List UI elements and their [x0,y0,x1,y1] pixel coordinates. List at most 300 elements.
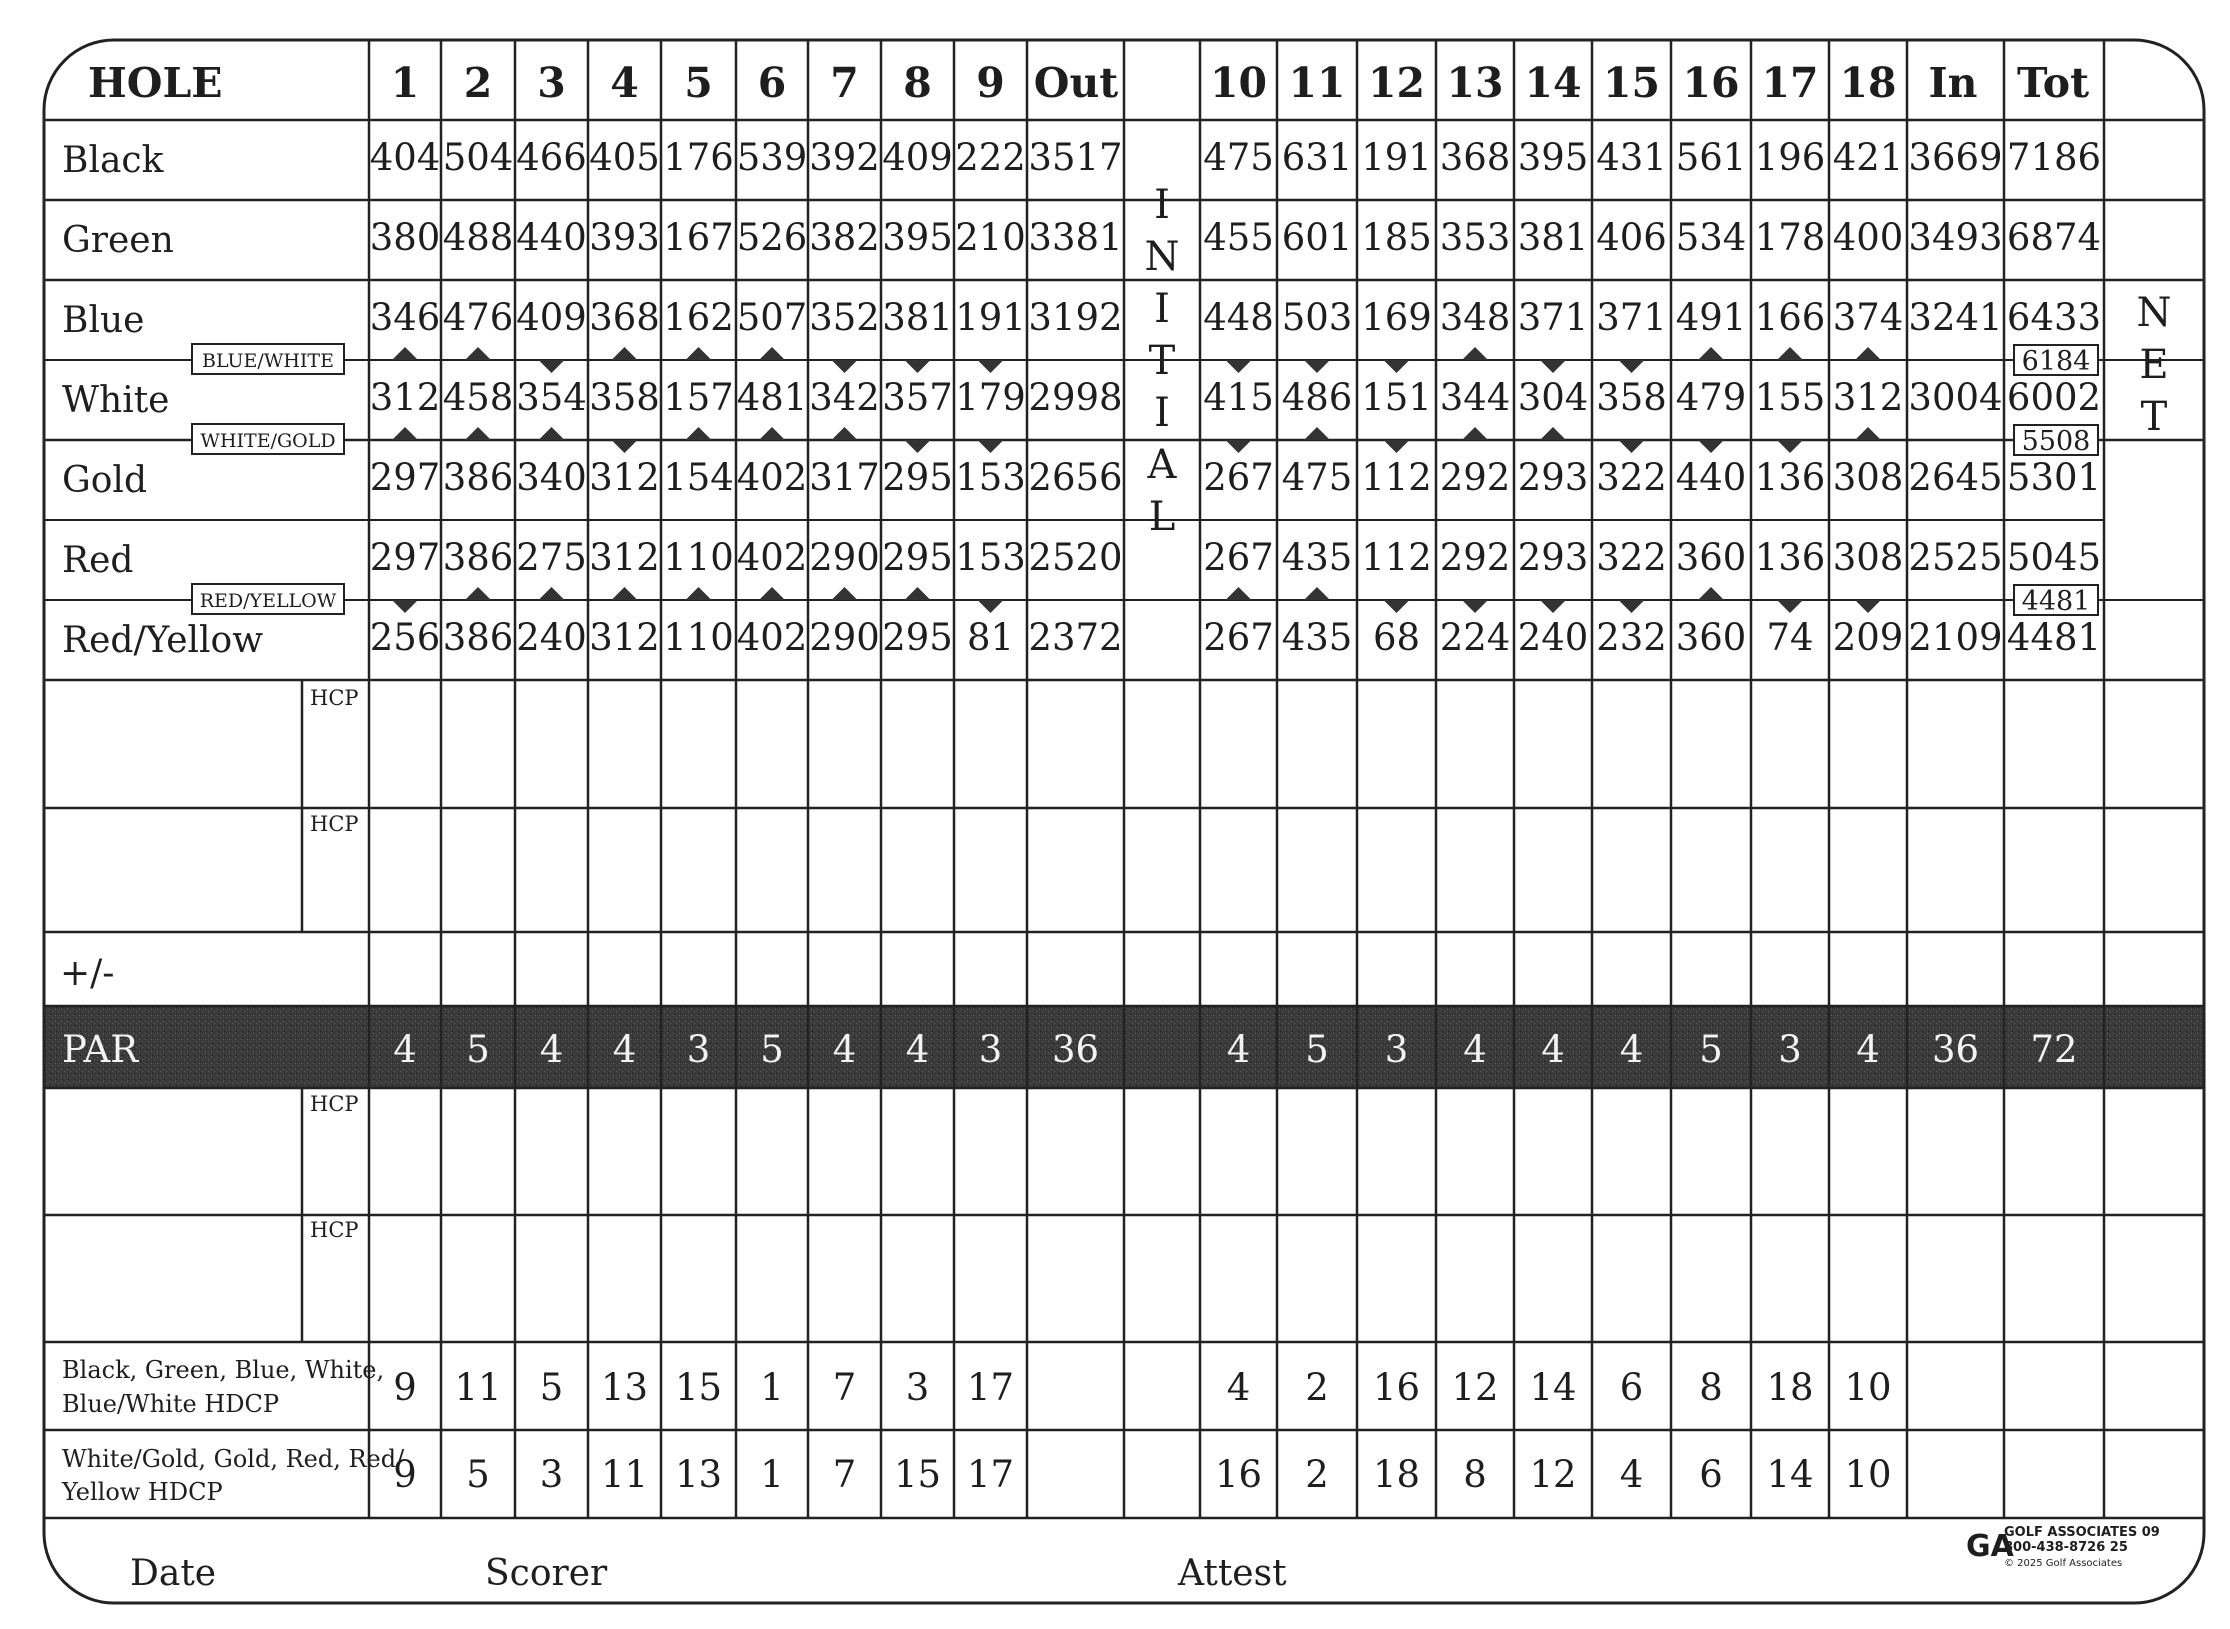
yardage-red-yellow-15: 232 [1596,616,1667,659]
in-total-gold: 2645 [1908,456,2003,499]
par-hole-14: 4 [1541,1028,1565,1071]
combo-marker-red-yellow-18 [1855,600,1881,613]
hole-number-8: 8 [903,59,932,107]
combo-marker-blue-white-18 [1855,347,1881,360]
hole-number-3: 3 [537,59,566,107]
combo-marker-red-yellow-15 [1619,600,1645,613]
hdcp-2-hole-5: 13 [674,1453,723,1496]
hole-number-15: 15 [1602,59,1661,107]
yardage-blue-18: 374 [1832,296,1904,339]
hdcp-1-hole-5: 15 [674,1366,723,1409]
combo-marker-white-gold-3 [539,427,565,440]
hcp-label-2: HCP [310,812,359,836]
yardage-red-14: 293 [1517,536,1589,579]
combo-marker-red-yellow-6 [759,587,785,600]
yardage-white-5: 157 [663,376,734,419]
yardage-green-4: 393 [589,216,660,259]
in-total-red: 2525 [1908,536,2003,579]
combo-marker-white-gold-10 [1226,440,1252,453]
par-hole-5: 3 [686,1028,711,1071]
par-hole-4: 4 [612,1028,637,1071]
yardage-red-yellow-18: 209 [1832,616,1904,659]
hdcp-1-hole-6: 1 [760,1366,784,1409]
yardage-blue-6: 507 [736,296,808,339]
combo-marker-white-gold-4 [612,440,638,453]
initial-letter-2: N [1144,234,1180,280]
yardage-green-7: 382 [809,216,880,259]
yardage-blue-10: 448 [1203,296,1274,339]
hdcp-2-hole-18: 10 [1844,1453,1892,1496]
tot-total-green: 6874 [2006,216,2102,259]
yardage-green-13: 353 [1439,216,1511,259]
yardage-green-12: 185 [1361,216,1432,259]
out-total-red: 2520 [1028,536,1123,579]
combo-marker-blue-white-15 [1619,360,1645,373]
combo-marker-red-yellow-1 [392,600,418,613]
yardage-gold-10: 267 [1203,456,1274,499]
combo-marker-blue-white-9 [978,360,1004,373]
yardage-white-17: 155 [1754,376,1826,419]
par-hole-12: 3 [1384,1028,1409,1071]
yardage-black-7: 392 [809,136,880,179]
net-letter-2: E [2139,342,2169,388]
hdcp-1-hole-16: 8 [1699,1366,1723,1409]
combo-marker-blue-white-11 [1304,360,1330,373]
out-total-blue: 3192 [1028,296,1123,339]
hdcp-row-2-line-1: White/Gold, Gold, Red, Red/ [62,1445,405,1473]
hdcp-1-hole-13: 12 [1451,1366,1499,1409]
hole-number-1: 1 [390,59,420,107]
combo-marker-white-gold-11 [1304,427,1330,440]
combo-marker-white-gold-1 [392,427,418,440]
combo-marker-white-gold-17 [1777,440,1803,453]
yardage-blue-9: 191 [955,296,1026,339]
yardage-green-10: 455 [1203,216,1274,259]
par-label: PAR [62,1028,139,1071]
hdcp-1-hole-18: 10 [1844,1366,1892,1409]
tee-name-green: Green [62,220,174,261]
hdcp-1-hole-14: 14 [1529,1366,1577,1409]
par-hole-3: 4 [539,1028,564,1071]
yardage-red-17: 136 [1754,536,1826,579]
yardage-blue-2: 476 [442,296,514,339]
yardage-green-17: 178 [1754,216,1826,259]
combo-marker-red-yellow-16 [1698,587,1724,600]
out-total-black: 3517 [1028,136,1123,179]
combo-label-red-yellow: RED/YELLOW [199,590,337,612]
yardage-green-8: 395 [882,216,953,259]
yardage-red-1: 297 [369,536,441,579]
yardage-red-yellow-17: 74 [1766,616,1814,659]
initial-letter-6: A [1147,442,1177,488]
yardage-gold-6: 402 [736,456,808,499]
combo-marker-red-yellow-10 [1226,587,1252,600]
hdcp-1-hole-3: 5 [539,1366,564,1409]
yardage-red-4: 312 [589,536,660,579]
hdcp-2-hole-14: 12 [1529,1453,1577,1496]
yardage-white-16: 479 [1675,376,1747,419]
par-hole-13: 4 [1463,1028,1487,1071]
initial-letter-4: T [1148,338,1176,384]
yardage-blue-8: 381 [882,296,953,339]
combo-marker-blue-white-14 [1540,360,1566,373]
yardage-red-yellow-9: 81 [966,616,1015,659]
hole-number-16: 16 [1682,59,1740,107]
yardage-gold-15: 322 [1596,456,1667,499]
combo-marker-red-yellow-2 [465,587,491,600]
yardage-white-8: 357 [882,376,953,419]
yardage-gold-7: 317 [809,456,880,499]
hdcp-row-1-line-1: Black, Green, Blue, White, [62,1356,385,1384]
front-hole-numbers [391,59,1005,107]
par-hole-15: 4 [1619,1028,1644,1071]
par-hole-16: 5 [1699,1028,1723,1071]
combo-marker-red-yellow-11 [1304,587,1330,600]
out-total-white: 2998 [1028,376,1123,419]
combo-marker-blue-white-13 [1462,347,1488,360]
yardage-white-11: 486 [1281,376,1353,419]
yardage-black-15: 431 [1596,136,1667,179]
par-hole-1: 4 [393,1028,417,1071]
par-hole-18: 4 [1856,1028,1880,1071]
yardage-black-10: 475 [1203,136,1274,179]
yardage-green-18: 400 [1832,216,1904,259]
yardage-red-8: 295 [882,536,953,579]
combo-marker-blue-white-8 [905,360,931,373]
hdcp-2-hole-13: 8 [1463,1453,1487,1496]
combo-marker-blue-white-3 [539,360,565,373]
par-tot: 72 [2030,1028,2078,1071]
yardage-black-12: 191 [1361,136,1432,179]
yardage-red-2: 386 [442,536,514,579]
net-letter-1: N [2136,290,2172,336]
scorecard-grid [44,40,2204,1518]
yardage-black-6: 539 [736,136,808,179]
combo-marker-red-yellow-13 [1462,600,1488,613]
yardage-blue-16: 491 [1675,296,1747,339]
combo-marker-red-yellow-8 [905,587,931,600]
hdcp-1-hole-12: 16 [1372,1366,1421,1409]
tot-total-red-yellow: 4481 [2006,616,2102,659]
yardage-black-17: 196 [1754,136,1826,179]
back-hole-numbers [1210,59,1897,107]
hole-number-10: 10 [1209,59,1268,107]
combo-label-blue-white: BLUE/WHITE [202,350,334,372]
yardage-white-10: 415 [1203,376,1274,419]
yardage-gold-3: 340 [516,456,587,499]
out-total-red-yellow: 2372 [1028,616,1123,659]
yardage-green-3: 440 [516,216,587,259]
tot-header: Tot [2016,59,2090,107]
yardage-gold-12: 112 [1361,456,1432,499]
yardage-green-1: 380 [369,216,441,259]
hdcp-2-hole-3: 3 [539,1453,564,1496]
combo-marker-blue-white-10 [1226,360,1252,373]
in-header: In [1928,59,1978,107]
yardage-black-4: 405 [589,136,660,179]
combo-marker-white-gold-12 [1384,440,1410,453]
out-header: Out [1033,59,1119,107]
tot-total-black: 7186 [2006,136,2102,179]
yardage-red-yellow-10: 267 [1203,616,1274,659]
yardage-green-9: 210 [955,216,1026,259]
yardage-red-15: 322 [1596,536,1667,579]
combo-marker-blue-white-16 [1698,347,1724,360]
hole-number-6: 6 [757,59,787,107]
combo-marker-white-gold-2 [465,427,491,440]
yardage-red-yellow-6: 402 [736,616,808,659]
yardage-blue-7: 352 [809,296,880,339]
hdcp-2-hole-11: 2 [1305,1453,1329,1496]
hdcp-2-hole-9: 17 [966,1453,1015,1496]
in-total-green: 3493 [1908,216,2003,259]
yardage-black-16: 561 [1675,136,1747,179]
yardage-white-6: 481 [736,376,808,419]
hdcp-2-hole-16: 6 [1699,1453,1723,1496]
yardage-red-yellow-14: 240 [1517,616,1589,659]
combo-total-blue-white: 6184 [2021,346,2091,377]
printer-line-2: 800-438-8726 25 [2004,1540,2128,1555]
yardage-gold-14: 293 [1517,456,1589,499]
yardage-gold-1: 297 [369,456,441,499]
combo-marker-white-gold-8 [905,440,931,453]
par-in: 36 [1931,1028,1980,1071]
hcp-label-1: HCP [310,686,359,710]
yardage-red-yellow-4: 312 [589,616,660,659]
combo-marker-blue-white-6 [759,347,785,360]
hole-number-9: 9 [976,59,1005,107]
yardage-red-yellow-3: 240 [516,616,587,659]
scorer-label: Scorer [485,1553,608,1594]
yardage-white-14: 304 [1517,376,1589,419]
hdcp-2-hole-7: 7 [832,1453,857,1496]
combo-marker-red-yellow-3 [539,587,565,600]
yardage-green-2: 488 [442,216,514,259]
yardage-black-13: 368 [1439,136,1511,179]
yardage-white-15: 358 [1596,376,1667,419]
tee-name-white: White [62,380,170,421]
combo-label-white-gold: WHITE/GOLD [200,430,336,452]
combo-marker-white-gold-9 [978,440,1004,453]
hdcp-2-hole-15: 4 [1619,1453,1644,1496]
combo-marker-blue-white-4 [612,347,638,360]
yardage-red-6: 402 [736,536,808,579]
yardage-green-14: 381 [1517,216,1589,259]
hdcp-row-2-line-2: Yellow HDCP [62,1478,223,1506]
yardage-black-1: 404 [369,136,441,179]
yardage-red-yellow-5: 110 [663,616,734,659]
yardage-gold-4: 312 [589,456,660,499]
combo-marker-white-gold-6 [759,427,785,440]
hdcp-1-hole-15: 6 [1619,1366,1644,1409]
combo-marker-red-yellow-5 [686,587,712,600]
combo-marker-red-yellow-7 [832,587,858,600]
in-total-black: 3669 [1908,136,2003,179]
par-out: 36 [1051,1028,1100,1071]
yardage-black-14: 395 [1517,136,1589,179]
yardage-gold-13: 292 [1439,456,1511,499]
hole-number-2: 2 [463,59,493,107]
yardage-gold-5: 154 [663,456,734,499]
attest-label: Attest [1178,1553,1287,1594]
par-hole-10: 4 [1226,1028,1251,1071]
yardage-blue-14: 371 [1517,296,1589,339]
combo-total-red-yellow: 4481 [2021,586,2091,617]
hdcp-2-hole-10: 16 [1214,1453,1263,1496]
yardage-gold-17: 136 [1754,456,1826,499]
hdcp-2-hole-17: 14 [1766,1453,1814,1496]
yardage-red-yellow-1: 256 [369,616,441,659]
combo-marker-blue-white-7 [832,360,858,373]
hdcp-row-1-line-2: Blue/White HDCP [62,1390,280,1418]
combo-marker-red-yellow-12 [1384,600,1410,613]
printer-line-1: GOLF ASSOCIATES 09 [2004,1525,2160,1540]
combo-marker-white-gold-14 [1540,427,1566,440]
tot-total-gold: 5301 [2006,456,2102,499]
par-hole-6: 5 [760,1028,784,1071]
in-total-red-yellow: 2109 [1908,616,2003,659]
hole-number-4: 4 [610,59,639,107]
hole-header-label: HOLE [88,59,223,107]
hdcp-2-hole-1: 9 [393,1453,417,1496]
yardage-white-9: 179 [955,376,1026,419]
yardage-red-3: 275 [516,536,587,579]
hdcp-2-hole-8: 15 [893,1453,942,1496]
yardage-red-10: 267 [1203,536,1274,579]
initial-letter-7: L [1148,494,1176,540]
hole-number-7: 7 [830,59,859,107]
yardage-red-16: 360 [1675,536,1747,579]
yardage-red-yellow-2: 386 [442,616,514,659]
yardage-gold-11: 475 [1281,456,1353,499]
hdcp-1-hole-11: 2 [1305,1366,1329,1409]
hdcp-2-hole-12: 18 [1372,1453,1421,1496]
combo-marker-red-yellow-4 [612,587,638,600]
yardage-white-1: 312 [369,376,441,419]
hole-number-12: 12 [1367,59,1426,107]
yardage-white-7: 342 [809,376,880,419]
combo-marker-blue-white-5 [686,347,712,360]
yardage-blue-13: 348 [1439,296,1511,339]
hole-number-18: 18 [1839,59,1897,107]
yardage-gold-8: 295 [882,456,953,499]
hdcp-1-hole-4: 13 [600,1366,649,1409]
yardage-black-18: 421 [1832,136,1904,179]
combo-marker-white-gold-18 [1855,427,1881,440]
yardage-black-5: 176 [663,136,734,179]
yardage-green-16: 534 [1675,216,1747,259]
yardage-red-12: 112 [1361,536,1432,579]
yardage-blue-12: 169 [1361,296,1432,339]
yardage-green-15: 406 [1596,216,1667,259]
in-total-white: 3004 [1908,376,2003,419]
tot-total-white: 6002 [2006,376,2102,419]
yardage-green-5: 167 [663,216,734,259]
plus-minus-label: +/- [60,953,115,994]
yardage-gold-2: 386 [442,456,514,499]
combo-marker-red-yellow-14 [1540,600,1566,613]
initial-letter-5: I [1154,390,1170,436]
hdcp-1-hole-17: 18 [1766,1366,1814,1409]
yardage-black-2: 504 [442,136,514,179]
par-hole-2: 5 [466,1028,490,1071]
initial-letter-3: I [1154,286,1170,332]
yardage-white-18: 312 [1832,376,1904,419]
combo-marker-white-gold-7 [832,427,858,440]
combo-marker-red-yellow-17 [1777,600,1803,613]
yardage-red-7: 290 [809,536,880,579]
yardage-red-13: 292 [1439,536,1511,579]
hole-number-17: 17 [1761,59,1819,107]
tee-name-gold: Gold [62,460,147,501]
date-label: Date [130,1553,217,1594]
hdcp-1-hole-1: 9 [393,1366,417,1409]
yardage-blue-3: 409 [516,296,587,339]
hdcp-1-hole-7: 7 [832,1366,857,1409]
yardage-red-yellow-8: 295 [882,616,953,659]
yardage-red-yellow-12: 68 [1372,616,1421,659]
par-hole-9: 3 [978,1028,1003,1071]
hdcp-2-hole-2: 5 [466,1453,490,1496]
tee-name-red: Red [62,540,134,581]
yardage-blue-4: 368 [589,296,660,339]
combo-marker-white-gold-15 [1619,440,1645,453]
combo-marker-white-gold-16 [1698,440,1724,453]
net-label [2137,290,2172,440]
yardage-white-2: 458 [442,376,514,419]
yardage-gold-9: 153 [955,456,1026,499]
tot-total-red: 5045 [2006,536,2102,579]
initial-label [1145,182,1180,540]
yardage-gold-16: 440 [1675,456,1747,499]
par-hole-11: 5 [1305,1028,1329,1071]
tee-name-black: Black [62,140,164,181]
yardage-white-3: 354 [516,376,587,419]
tee-name-red-yellow: Red/Yellow [62,620,264,661]
in-total-blue: 3241 [1908,296,2003,339]
yardage-red-yellow-16: 360 [1675,616,1747,659]
yardage-green-11: 601 [1281,216,1353,259]
printer-line-3: © 2025 Golf Associates [2004,1558,2123,1569]
hole-number-14: 14 [1524,59,1582,107]
yardage-red-yellow-13: 224 [1439,616,1511,659]
hole-number-5: 5 [684,59,713,107]
combo-marker-blue-white-17 [1777,347,1803,360]
yardage-green-6: 526 [736,216,808,259]
yardage-gold-18: 308 [1832,456,1904,499]
printer-logo: GA [1966,1529,2014,1564]
combo-total-white-gold: 5508 [2021,426,2091,457]
yardage-blue-15: 371 [1596,296,1667,339]
yardage-red-yellow-7: 290 [809,616,880,659]
hdcp-1-hole-8: 3 [905,1366,930,1409]
hdcp-1-hole-9: 17 [966,1366,1015,1409]
hole-number-11: 11 [1288,59,1346,107]
net-letter-3: T [2140,394,2168,440]
yardage-blue-11: 503 [1281,296,1353,339]
yardage-red-11: 435 [1281,536,1353,579]
hdcp-1-hole-10: 4 [1226,1366,1251,1409]
hole-number-13: 13 [1446,59,1504,107]
yardage-blue-17: 166 [1754,296,1826,339]
combo-marker-blue-white-2 [465,347,491,360]
initial-letter-1: I [1154,182,1170,228]
hdcp-1-hole-2: 11 [454,1366,502,1409]
hcp-label-3: HCP [310,1092,359,1116]
par-hole-8: 4 [905,1028,930,1071]
yardage-black-9: 222 [955,136,1026,179]
tee-name-blue: Blue [62,300,145,341]
